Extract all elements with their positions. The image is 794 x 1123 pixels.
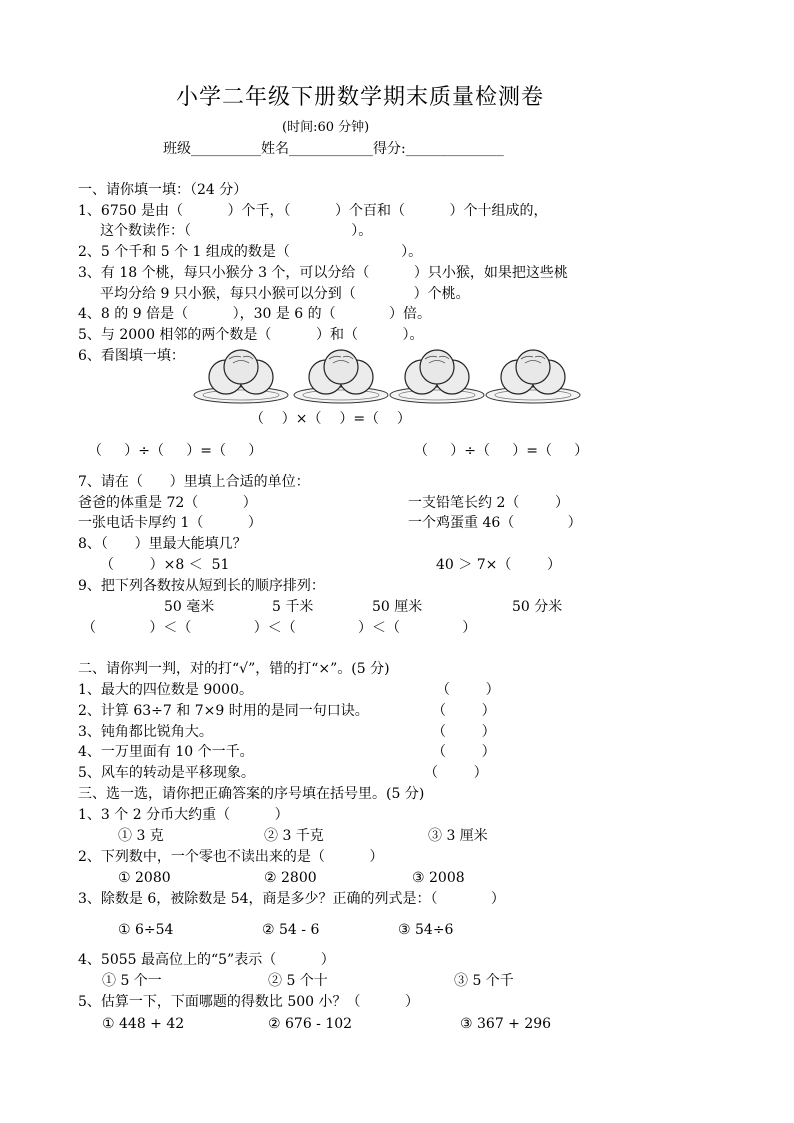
q4-line: 4、8 的 9 倍是（ ），30 是 6 的（ ）倍。 (78, 306, 432, 322)
q6-prompt: 6、看图填一填： (78, 348, 185, 364)
student-info-line: 班级__________姓名____________得分:______________ (163, 141, 504, 157)
s3-question-3: 3、除数是 6，被除数是 54，商是多少？正确的列式是：（ ） (78, 891, 505, 907)
s2-item-1: 1、最大的四位数是 9000。 (78, 682, 253, 698)
section2-heading: 二、请你判一判，对的打“√”，错的打“×”。(5 分) (78, 661, 390, 677)
q7-item-b: 一支铅笔长约 2（ ） (408, 495, 569, 511)
q5-line: 5、与 2000 相邻的两个数是（ ）和（ ）。 (78, 327, 424, 343)
q8-prompt: 8、（ ）里最大能填几？ (78, 536, 247, 552)
s2-blank-5: （ ） (424, 765, 488, 781)
q7-prompt: 7、请在（ ）里填上合适的单位： (78, 474, 310, 490)
s3-question-5: 5、估算一下，下面哪题的得数比 500 小？（ ） (78, 994, 420, 1010)
plate-4 (486, 350, 580, 403)
picture-multiplication-equation: （ ）×（ ）=（ ） (250, 411, 411, 427)
q9-prompt: 9、把下列各数按从短到长的顺序排列： (78, 578, 325, 594)
s2-item-2: 2、计算 63÷7 和 7×9 时用的是同一句口诀。 (78, 703, 369, 719)
s3-q2-option-2: ② 2800 (264, 870, 317, 886)
s2-blank-1: （ ） (436, 682, 500, 698)
s2-item-5: 5、风车的转动是平移现象。 (78, 765, 255, 781)
q9-item-3: 50 厘米 (372, 599, 423, 615)
s2-blank-2: （ ） (432, 703, 496, 719)
s3-q4-option-3: ③ 5 个千 (454, 973, 514, 989)
q7-item-c: 一张电话卡厚约 1（ ） (78, 515, 262, 531)
exam-time: (时间:60 分钟) (282, 120, 370, 135)
picture-division-equation-2: （ ）÷（ ）=（ ） (414, 443, 589, 459)
s3-q3-option-1: ① 6÷54 (118, 922, 174, 938)
s3-question-1: 1、3 个 2 分币大约重（ ） (78, 807, 289, 823)
s3-q5-option-2: ② 676 - 102 (268, 1016, 353, 1032)
q2-line: 2、5 个千和 5 个 1 组成的数是（ ）。 (78, 244, 423, 260)
section3-heading: 三、选一选，请你把正确答案的序号填在括号里。(5 分) (78, 786, 425, 802)
s3-question-4: 4、5055 最高位上的“5”表示（ ） (78, 952, 335, 968)
page-title: 小学二年级下册数学期末质量检测卷 (176, 85, 545, 110)
s3-q3-option-2: ② 54 - 6 (262, 922, 320, 938)
q9-item-2: 5 千米 (272, 599, 314, 615)
plate-3 (390, 350, 484, 403)
s3-q3-option-3: ③ 54÷6 (398, 922, 454, 938)
q9-item-1: 50 毫米 (164, 599, 215, 615)
s2-item-4: 4、一万里面有 10 个一千。 (78, 744, 254, 760)
plate-2 (294, 350, 388, 403)
q1-line1: 1、6750 是由（ ）个千，（ ）个百和（ ）个十组成的， (78, 203, 548, 219)
buns-on-plates-image (193, 347, 583, 405)
q3-line2: 平均分给 9 只小猴，每只小猴可以分到（ ）个桃。 (100, 286, 470, 302)
q7-item-a: 爸爸的体重是 72（ ） (78, 495, 257, 511)
q3-line1: 3、有 18 个桃，每只小猴分 3 个，可以分给（ ）只小猴，如果把这些桃 (78, 265, 568, 281)
s2-blank-3: （ ） (432, 724, 496, 740)
s3-q2-option-1: ① 2080 (118, 870, 171, 886)
plate-1 (194, 350, 288, 403)
q8-item-a: （ ）×8 ＜ 51 (100, 557, 230, 573)
s3-q1-option-3: ③ 3 厘米 (428, 828, 488, 844)
s3-q4-option-2: ② 5 个十 (268, 973, 328, 989)
s3-q4-option-1: ① 5 个一 (102, 973, 162, 989)
q1-line2: 这个数读作：（ ）。 (100, 223, 373, 239)
q7-item-d: 一个鸡蛋重 46（ ） (408, 515, 582, 531)
q9-item-4: 50 分米 (512, 599, 563, 615)
s3-q1-option-2: ② 3 千克 (264, 828, 324, 844)
q8-item-b: 40 ＞ 7×（ ） (436, 557, 561, 573)
s3-q5-option-1: ① 448 + 42 (102, 1016, 185, 1032)
s2-blank-4: （ ） (432, 744, 496, 760)
s2-item-3: 3、钝角都比锐角大。 (78, 724, 213, 740)
s3-q1-option-1: ① 3 克 (118, 828, 164, 844)
s3-q2-option-3: ③ 2008 (412, 870, 465, 886)
s3-q5-option-3: ③ 367 + 296 (460, 1016, 552, 1032)
section1-heading: 一、请你填一填：（24 分） (78, 182, 248, 198)
q9-order-line: （ ）＜（ ）＜（ ）＜（ ） (82, 620, 477, 636)
picture-division-equation-1: （ ）÷（ ）=（ ） (88, 443, 263, 459)
s3-question-2: 2、下列数中，一个零也不读出来的是（ ） (78, 849, 384, 865)
